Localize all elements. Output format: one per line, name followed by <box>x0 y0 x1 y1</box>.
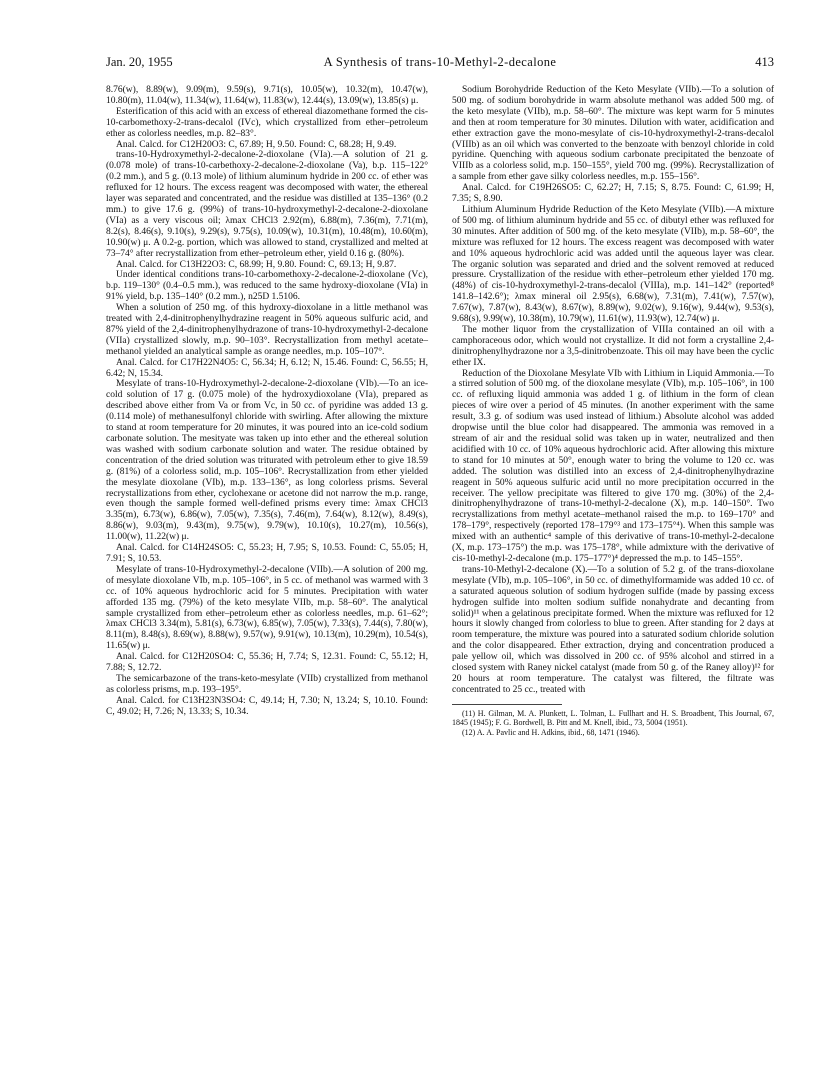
paragraph: The semicarbazone of the trans-keto-mesylate (VIIb) crystallized from methanol as colorless prisms, m.p. 193–195°. <box>106 673 428 695</box>
running-header <box>106 55 774 77</box>
paragraph: trans-10-Hydroxymethyl-2-decalone-2-dioxolane (VIa).—A solution of 21 g. (0.078 mole) of trans-10-carbethoxy-2-decalone-2-dioxolane (Va), b.p. 115–122° (0.2 mm.), and 5 g. (0.13 mole) of lithium aluminum hydride in 200 cc. of ether was refluxed for 12 hours. The excess reagent was decomposed with water, the ethereal layer was separated and concentrated, and the residue was distilled at 135–136° (0.2 mm.) to give 17.6 g. (99%) of trans-10-hydroxymethyl-2-decalone-2-dioxolane (VIa) as a very viscous oil; λmax CHCl3 2.92(m), 6.88(m), 7.36(m), 7.71(m), 8.2(s), 8.46(s), 9.10(s), 9.29(s), 9.75(s), 10.09(w), 10.31(m), 10.48(m), 10.60(m), 10.90(w) μ. A 0.2-g. portion, which was allowed to stand, crystallized and melted at 73–74° after recrystallization from ether–petroleum ether, yield 0.16 g. (80%). <box>106 150 428 259</box>
paragraph: The mother liquor from the crystallization of VIIIa contained an oil with a camphoraceous odor, which would not crystallize. It did not form a crystalline 2,4-dinitrophenylhydrazone nor a 3,5-dinitrobenzoate. This oil may have been the cyclic ether IX. <box>452 324 774 368</box>
analysis-paragraph: Anal. Calcd. for C17H22N4O5: C, 56.34; H, 6.12; N, 15.46. Found: C, 56.55; H, 6.42; N, 15.34. <box>106 357 428 379</box>
analysis-paragraph: Anal. Calcd. for C12H20SO4: C, 55.36; H, 7.74; S, 12.31. Found: C, 55.12; H, 7.88; S, 12.72. <box>106 652 428 674</box>
page-number: 413 <box>755 55 774 69</box>
paragraph: When a solution of 250 mg. of this hydroxy-dioxolane in a little methanol was treated with 2,4-dinitrophenylhydrazine reagent in 50% aqueous sulfuric acid, and 87% yield of the 2,4-dinitrophenylhydrazone of trans-10-hydroxymethyl-2-decalone (VIIa) crystallized slowly, m.p. 90–103°. Recrystallization from methyl acetate–methanol yielded an analytical sample as orange needles, m.p. 105–107°. <box>106 303 428 357</box>
paragraph: 8.76(w), 8.89(w), 9.09(m), 9.59(s), 9.71(s), 10.05(w), 10.32(m), 10.47(w), 10.80(m), 11.04(w), 11.34(w), 11.64(w), 11.83(w), 12.44(s), 13.09(w), 13.85(s) μ. <box>106 85 428 106</box>
footnote: (12) A. A. Pavlic and H. Adkins, ibid., 68, 1471 (1946). <box>462 727 640 737</box>
paragraph: Reduction of the Dioxolane Mesylate VIb with Lithium in Liquid Ammonia.—To a stirred solution of 500 mg. of the dioxolane mesylate (VIb), m.p. 105–106°, in 100 cc. of refluxing liquid ammonia was added 1 g. of lithium in the form of clean pieces of wire over a period of 45 minutes. (In another experiment with the same result, 3.3 g. of sodium was used instead of lithium.) Absolute alcohol was added dropwise until the blue color had disappeared. The ammonia was removed in a stream of air and the residual solid was taken up in water, neutralized and then acidified with 10 cc. of 10% aqueous hydrochloric acid. After allowing this mixture to stand for 10 minutes at 50°, enough water to bring the volume to 120 cc. was added. The solution was distilled into an excess of 2,4-dinitrophenylhydrazine reagent in 50% aqueous sulfuric acid until no more precipitation occurred in the receiver. The yellow precipitate was filtered to give 170 mg. (30%) of the 2,4-dinitrophenylhydrazone of trans-10-methyl-2-decalone (X), m.p. 140–150°. Two recrystallizations from methyl acetate–methanol raised the m.p. to 169–170° and 178–179°, respectively (reported 178–179°³ and 173–175°⁴). When this sample was mixed with an authentic⁴ sample of this derivative of trans-10-methyl-2-decalone (X, m.p. 173–175°) the m.p. was 175–178°, while admixture with the derivative of cis-10-methyl-2-decalone (m.p. 175–177°)⁴ depressed the m.p. to 145–155°. <box>452 368 774 564</box>
paragraph: trans-10-Methyl-2-decalone (X).—To a solution of 5.2 g. of the trans-dioxolane mesylate (VIb), m.p. 105–106°, in 50 cc. of dimethylformamide was added 10 cc. of a saturated aqueous solution of sodium hydrogen sulfide (made by passing excess hydrogen sulfide into molten sodium sulfide nonahydrate and decanting from solid)¹¹ when a gelatinous precipitate formed. When the mixture was refluxed for 12 hours it slowly changed from colorless to blue to green. After standing for 2 days at room temperature, the mixture was poured into a saturated sodium chloride solution and the color disappeared. Ether extraction, drying and concentration produced a pale yellow oil, which was dissolved in 200 cc. of 95% alcohol and stirred in a closed system with Raney nickel catalyst (made from 50 g. of the Raney alloy)¹² for 20 hours at room temperature. The catalyst was filtered, the filtrate was concentrated to 25 cc., treated with <box>452 564 774 695</box>
analysis-paragraph: Anal. Calcd. for C19H26SO5: C, 62.27; H, 7.15; S, 8.75. Found: C, 61.99; H, 7.35; S, 8.90. <box>452 183 774 205</box>
right-column <box>452 85 774 737</box>
paragraph: Lithium Aluminum Hydride Reduction of the Keto Mesylate (VIIb).—A mixture of 500 mg. of lithium aluminum hydride and 55 cc. of dibutyl ether was refluxed for 30 minutes. After addition of 500 mg. of the keto mesylate (VIIb), m.p. 58–60°, the mixture was refluxed for 12 hours. The excess reagent was decomposed with water and 10% aqueous hydrochloric acid was added until the aqueous layer was clear. The organic solution was separated and dried and the solvent removed at reduced pressure. Crystallization of the residue with ether–petroleum ether yielded 170 mg. (48%) of cis-10-hydroxymethyl-2-trans-decalol (VIIIa), m.p. 141–142° (reported⁸ 141.8–142.6°); λmax mineral oil 2.95(s), 6.68(w), 7.31(m), 7.41(w), 7.57(w), 7.67(w), 7.87(w), 8.43(w), 8.67(w), 8.89(w), 9.02(w), 9.16(w), 9.44(w), 9.53(s), 9.68(s), 9.99(w), 10.38(m), 10.79(w), 11.61(w), 11.93(w), 12.74(w) μ. <box>452 204 774 325</box>
analysis-paragraph: Anal. Calcd. for C13H23N3SO4: C, 49.14; H, 7.30; N, 13.24; S, 10.10. Found: C, 49.02; H, 7.26; N, 13.33; S, 10.34. <box>106 695 428 717</box>
paragraph: Mesylate of trans-10-Hydroxymethyl-2-decalone-2-dioxolane (VIb).—To an ice-cold solution of 17 g. (0.075 mole) of the hydroxydioxolane (VIa), prepared as described above either from Va or from Vc, in 50 cc. of pyridine was added 13 g. (0.114 mole) of methanesulfonyl chloride with swirling. After allowing the mixture to stand at room temperature for 20 minutes, it was poured into an ice-cold sodium carbonate solution. The mesityate was taken up into ether and the ethereal solution was washed with sodium carbonate solution and water. The residue obtained by concentration of the dried solution was triturated with petroleum ether to give 18.59 g. (81%) of a colorless solid, m.p. 105–106°. Recrystallization from ether yielded the mesylate dioxolane (VIb), m.p. 133–136°, as long colorless prisms. Several recrystallizations from ether, cyclohexane or acetone did not narrow the m.p. range, even though the sample formed well-defined prisms every time: λmax CHCl3 3.35(m), 6.73(w), 6.86(w), 7.05(w), 7.35(s), 7.46(m), 7.64(w), 8.12(w), 8.49(s), 8.86(w), 9.03(m), 9.43(m), 9.75(w), 9.79(w), 10.10(s), 10.27(m), 10.56(s), 11.00(w), 11.22(w) μ. <box>106 379 428 543</box>
footnote: (11) H. Gilman, M. A. Plunkett, L. Tolman, L. Fullhart and H. S. Broadbent, This Journal, 67, 1845 (1945); F. G. Bordwell, B. Pitt and M. Knell, ibid., 73, 5004 (1951). <box>452 708 774 728</box>
paragraph: Esterification of this acid with an excess of ethereal diazomethane formed the cis-10-carbomethoxy-2-trans-decalol (IVc), which crystallized from ether–petroleum ether as colorless needles, m.p. 82–83°. <box>106 106 428 139</box>
paragraph: Sodium Borohydride Reduction of the Keto Mesylate (VIIb).—To a solution of 500 mg. of sodium borohydride in warm absolute methanol was added 500 mg. of the keto mesylate (VIIb), m.p. 58–60°. The mixture was kept warm for 5 minutes and then at room temperature for 30 minutes. Dilution with water, acidification and ether extraction gave the mono-mesylate of cis-10-hydroxymethyl-2-trans-decalol (VIIIb) as an oil which was converted to the benzoate with benzoyl chloride in cold pyridine. Quenching with aqueous sodium carbonate precipitated the benzoate of VIIIb as a colorless solid, m.p. 150–155°, yield 700 mg. (99%). Recrystallization of a sample from ether gave silky colorless needles, m.p. 155–156°. <box>452 85 774 183</box>
paragraph: Mesylate of trans-10-Hydroxymethyl-2-decalone (VIIb).—A solution of 200 mg. of mesylate dioxolane VIb, m.p. 105–106°, in 5 cc. of methanol was warmed with 3 cc. of 10% aqueous hydrochloric acid for 5 minutes. Precipitation with water afforded 135 mg. (79%) of the keto mesylate VIIb, m.p. 58–60°. The analytical sample crystallized from ether–petroleum ether as colorless needles, m.p. 61–62°; λmax CHCl3 3.34(m), 5.81(s), 6.73(w), 6.85(w), 7.05(w), 7.33(s), 7.44(s), 7.80(w), 8.11(m), 8.48(s), 8.69(w), 8.88(w), 9.57(w), 9.91(w), 10.13(m), 10.29(m), 10.54(s), 11.65(w) μ. <box>106 564 428 652</box>
analysis-paragraph: Anal. Calcd. for C13H22O3: C, 68.99; H, 9.80. Found: C, 69.13; H, 9.87. <box>116 259 397 270</box>
analysis-paragraph: Anal. Calcd. for C12H20O3: C, 67.89; H, 9.50. Found: C, 68.28; H, 9.49. <box>116 139 397 150</box>
footnote-divider <box>452 704 562 705</box>
analysis-paragraph: Anal. Calcd. for C14H24SO5: C, 55.23; H, 7.95; S, 10.53. Found: C, 55.05; H, 7.91; S, 10.53. <box>106 543 428 564</box>
left-column <box>106 85 428 737</box>
body-columns <box>106 85 774 737</box>
header-title: A Synthesis of trans-10-Methyl-2-decalone <box>323 55 557 69</box>
header-date: Jan. 20, 1955 <box>106 55 173 69</box>
paragraph: Under identical conditions trans-10-carbomethoxy-2-decalone-2-dioxolane (Vc), b.p. 119–130° (0.4–0.5 mm.), was reduced to the same hydroxy-dioxolane (VIa) in 91% yield, b.p. 135–140° (0.2 mm.), n25D 1.5106. <box>106 270 428 303</box>
